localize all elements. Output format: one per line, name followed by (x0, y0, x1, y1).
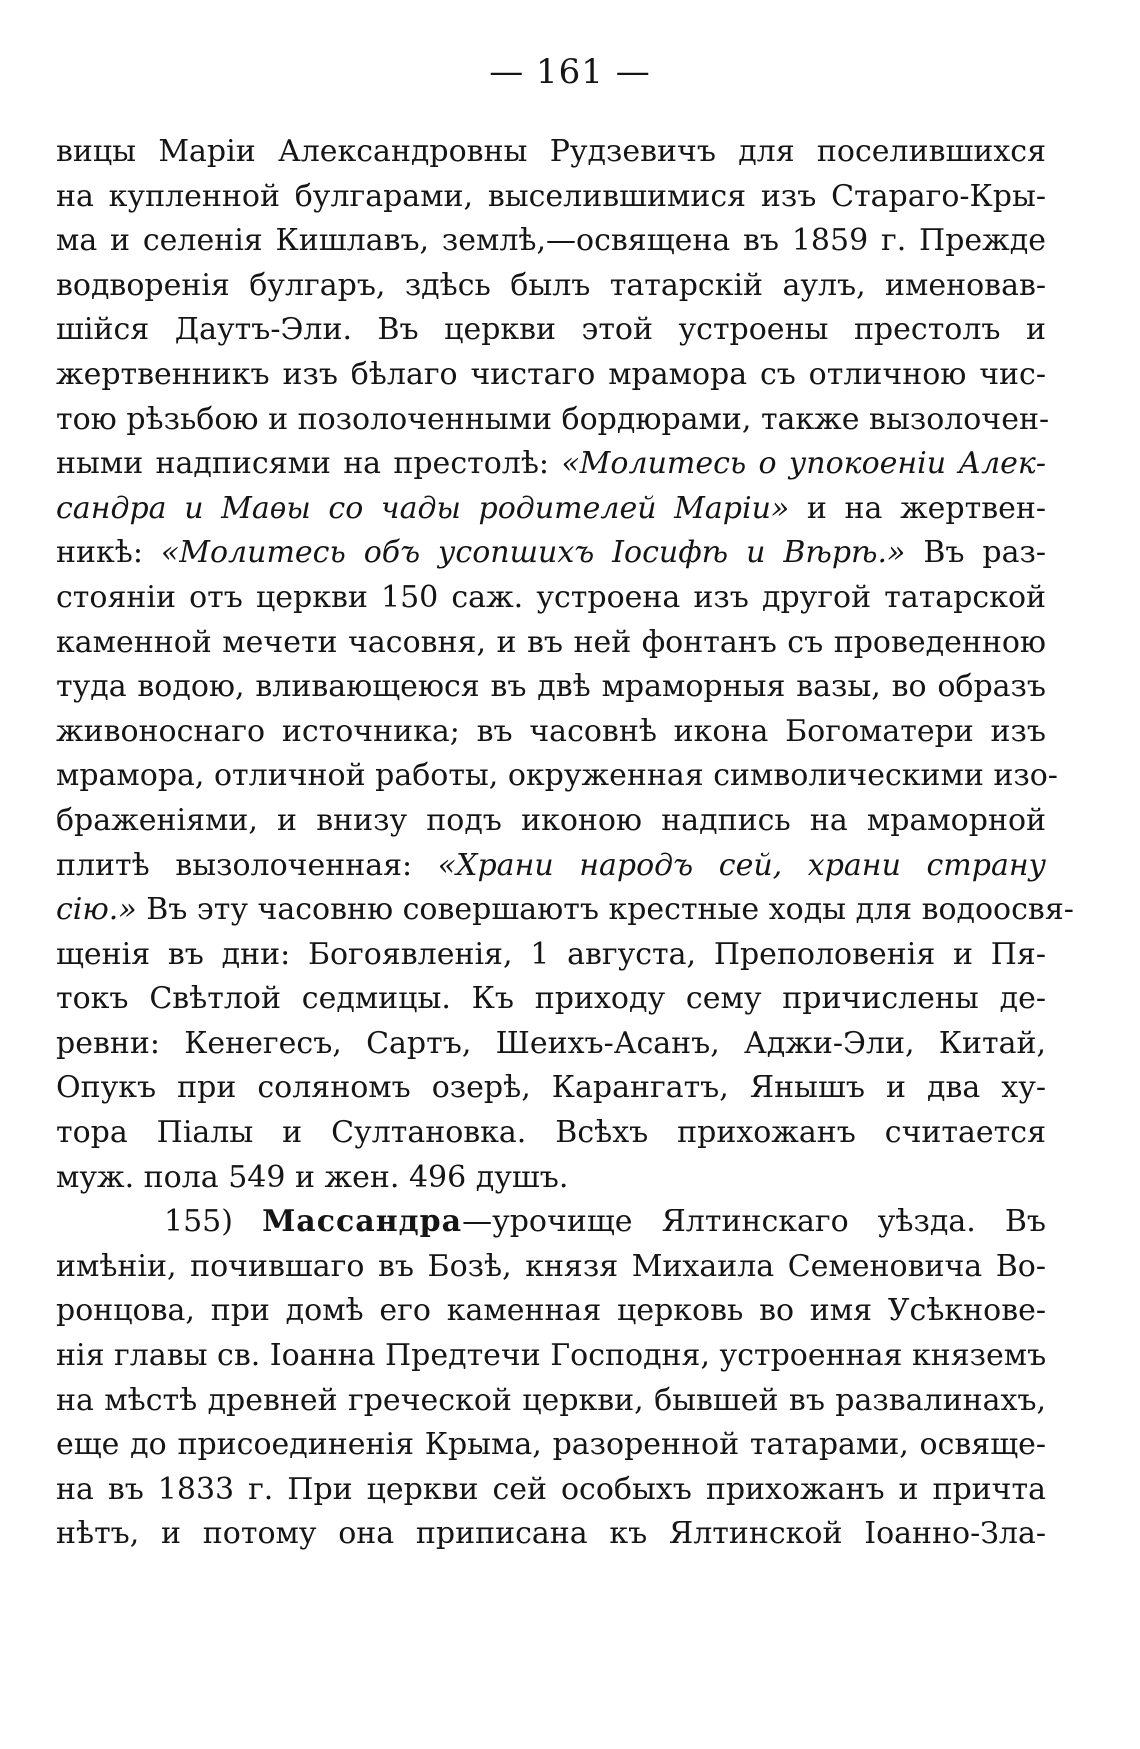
text-line (56, 487, 1046, 532)
text-line: ма и селенія Кишлавъ, землѣ,—освящена въ 1859 г. Прежде (56, 223, 1046, 259)
text-line: тора Піалы и Султановка. Всѣхъ прихожанъ считается (56, 1115, 1046, 1151)
text-line: токъ Свѣтлой седмицы. Къ приходу сему причислены де- (56, 981, 1046, 1017)
text-line: на мѣстѣ древней греческой церкви, бывшей въ развалинахъ, (56, 1382, 1046, 1418)
inscription-quote: сандра и Маѳы со чады родителей Маріи» (56, 490, 790, 526)
text-line: тою рѣзьбою и позолоченными бордюрами, также вызолочен- (56, 401, 1050, 437)
text-line: нія главы св. Іоанна Предтечи Господня, устроенная княземъ (56, 1338, 1047, 1374)
text-line: вицы Маріи Александровны Рудзевичъ для поселившихся (56, 134, 1046, 169)
text-line: ревни: Кенегесъ, Сартъ, Шеихъ-Асанъ, Аджи-Эли, Китай, (56, 1025, 1046, 1061)
line-text: Въ раз- (923, 535, 1046, 571)
text-line (56, 531, 1046, 576)
entry-title: Массандра (262, 1204, 463, 1240)
page-number: — 161 — (489, 52, 651, 92)
text-line (56, 442, 1046, 487)
text-line: жертвенникъ изъ бѣлаго чистаго мрамора съ отличною чис- (56, 356, 1046, 392)
inscription-quote: «Молитесь объ усопшихъ Іосифѣ и Вѣрѣ.» (160, 535, 906, 571)
text-line: стояніи отъ церкви 150 саж. устроена изъ другой татарской (56, 579, 1046, 615)
text-line: муж. пола 549 и жен. 496 душъ. (56, 1159, 569, 1195)
text-line: нѣтъ, и потому она приписана къ Ялтинской Іоанно-Зла- (56, 1516, 1046, 1552)
text-line: водворенія булгаръ, здѣсь былъ татарскій аулъ, именовав- (56, 267, 1046, 303)
text-line: мрамора, отличной работы, окруженная символическими изо- (56, 758, 1058, 794)
text-line: еще до присоединенія Крыма, разоренной татарами, освяще- (56, 1427, 1046, 1463)
line-text: ными надписями на престолѣ: (56, 446, 550, 482)
line-text: Въ эту часовню совершаютъ крестные ходы для водоосвя- (146, 892, 1074, 928)
page-body (56, 130, 1074, 1557)
text-line: на въ 1833 г. При церкви сей особыхъ прихожанъ и причта (56, 1471, 1046, 1507)
line-text: —урочище Ялтинскаго уѣзда. Въ (462, 1204, 1046, 1240)
inscription-quote: сію.» (56, 892, 137, 928)
section-heading-line (56, 1200, 1046, 1245)
text-line: имѣніи, почившаго въ Бозѣ, князя Михаила Семеновича Во- (56, 1248, 1046, 1284)
text-line (56, 888, 1074, 933)
text-line: шійся Даутъ-Эли. Въ церкви этой устроены престолъ и (56, 312, 1046, 348)
line-text: никѣ: (56, 535, 143, 571)
text-line: каменной мечети часовня, и въ ней фонтанъ съ проведенною (56, 624, 1046, 660)
inscription-quote: «Храни народъ сей, храни страну (437, 847, 1046, 883)
text-line: Опукъ при соляномъ озерѣ, Карангатъ, Янышъ и два ху- (56, 1070, 1046, 1106)
line-text: и на жертвен- (806, 490, 1046, 526)
line-text: плитѣ вызолоченная: (56, 847, 413, 883)
text-line (56, 844, 1046, 889)
entry-number: 155) (164, 1204, 233, 1240)
text-line: браженіями, и внизу подъ иконою надпись на мраморной (56, 802, 1046, 838)
inscription-quote: «Молитесь о упокоеніи Алек- (561, 446, 1046, 482)
text-line: ронцова, при домѣ его каменная церковь во имя Усѣкнове- (56, 1293, 1046, 1329)
text-line: на купленной булгарами, выселившимися изъ Стараго-Кры- (56, 178, 1046, 214)
text-line: живоноснаго источника; въ часовнѣ икона Богоматери изъ (56, 713, 1046, 749)
text-line: щенія въ дни: Богоявленія, 1 августа, Преполовенія и Пя- (56, 936, 1046, 972)
text-line: туда водою, вливающеюся въ двѣ мраморныя вазы, во образъ (56, 669, 1046, 705)
